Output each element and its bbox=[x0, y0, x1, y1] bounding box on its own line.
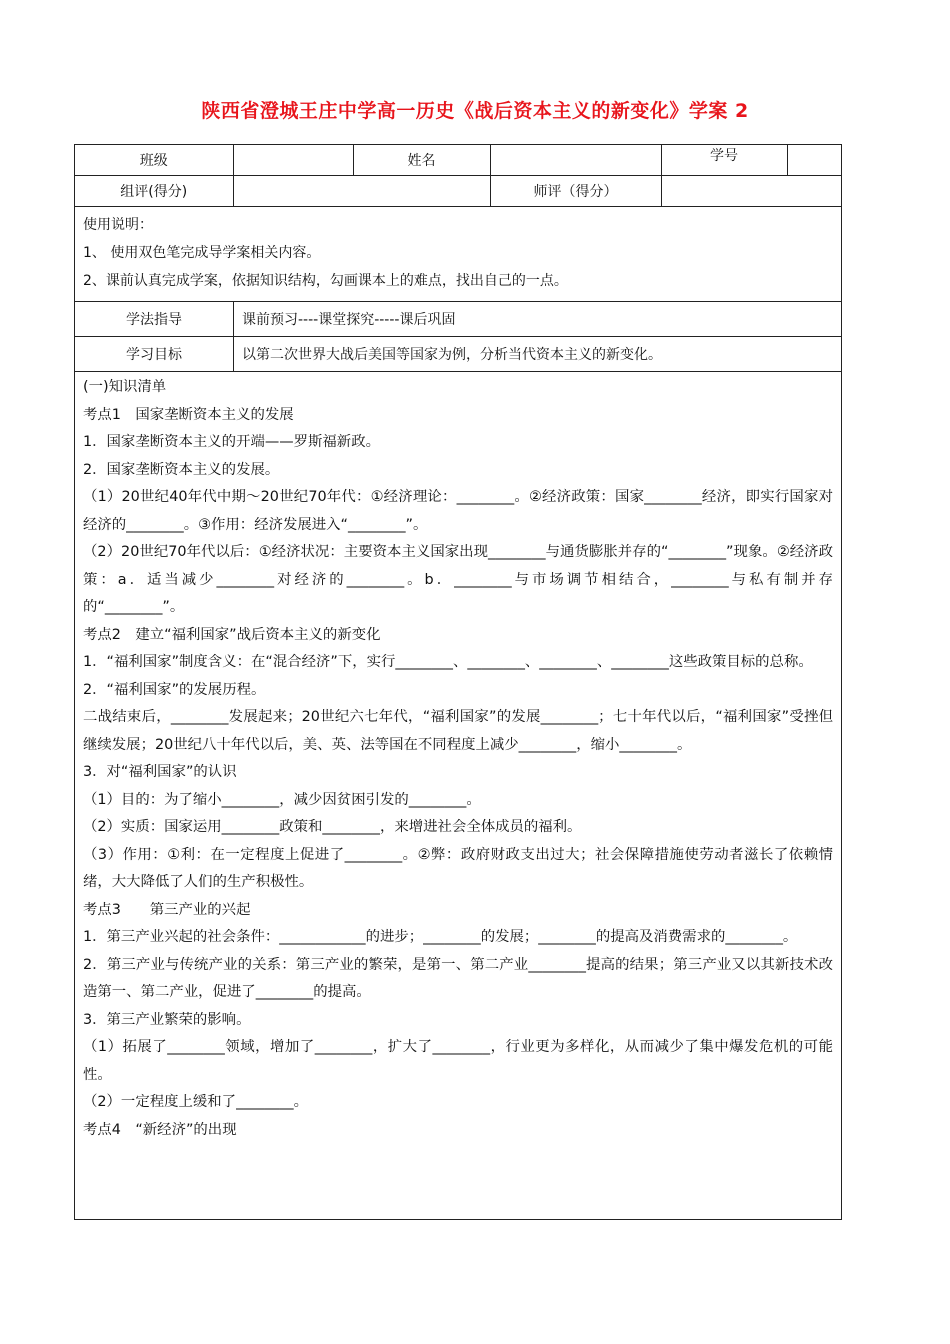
instructions-heading: 使用说明： bbox=[83, 217, 153, 233]
method-label: 学法指导 bbox=[75, 302, 234, 337]
goal-label: 学习目标 bbox=[75, 337, 234, 372]
method-value: 课前预习----课堂探究-----课后巩固 bbox=[234, 302, 843, 337]
worksheet bbox=[74, 144, 842, 1220]
content-line: 3．对“福利国家”的认识 bbox=[83, 764, 237, 780]
topic-heading: 考点4 “新经济”的出现 bbox=[83, 1121, 237, 1138]
content-line: （3）作用：①利：在一定程度上促进了________。②弊：政府财政支出过大；社会保障措施使劳动者滋长了依赖情绪，大大降低了人们的生产积极性。 bbox=[83, 846, 833, 890]
knowledge-list bbox=[75, 372, 841, 1144]
topic-heading: 考点1 国家垄断资本主义的发展 bbox=[83, 406, 294, 423]
teacher-eval-field[interactable] bbox=[661, 176, 842, 207]
content-line: 1．国家垄断资本主义的开端——罗斯福新政。 bbox=[83, 434, 380, 450]
content-line: （2）一定程度上缓和了________。 bbox=[83, 1094, 309, 1110]
student-id-label: 学号 bbox=[661, 145, 787, 176]
usage-instructions bbox=[75, 207, 841, 302]
group-eval-field[interactable] bbox=[233, 176, 490, 207]
content-line: 2．第三产业与传统产业的关系：第三产业的繁荣，是第一、第二产业________提高的结果；第三产业又以其新技术改造第一、第二产业，促进了________的提高。 bbox=[83, 956, 833, 1000]
content-line: （1）目的：为了缩小________，减少因贫困引发的________。 bbox=[83, 791, 481, 808]
content-line: （2）20世纪70年代以后：①经济状况：主要资本主义国家出现________与通货膨胀并存的“________”现象。②经济政策：a．适当减少________对经济的________。b．________与市场调节相结合，________与私有制并存的“________”。 bbox=[83, 544, 833, 615]
student-info-table bbox=[75, 145, 842, 207]
student-id-field[interactable] bbox=[787, 145, 842, 176]
content-line: 二战结束后，________发展起来；20世纪六七年代，“福利国家”的发展________；七十年代以后，“福利国家”受挫但继续发展；20世纪八十年代以后，美、英、法等国在不同程度上减少________，缩小________。 bbox=[83, 709, 833, 753]
content-line: 3．第三产业繁荣的影响。 bbox=[83, 1011, 251, 1028]
class-field[interactable] bbox=[233, 145, 353, 176]
content-line: 1．第三产业兴起的社会条件：____________的进步；________的发展；________的提高及消费需求的________。 bbox=[83, 929, 798, 945]
group-eval-label: 组评(得分) bbox=[75, 176, 233, 207]
content-line: （1）20世纪40年代中期～20世纪70年代：①经济理论：________。②经济政策：国家________经济，即实行国家对经济的________。③作用：经济发展进入“________”。 bbox=[83, 489, 833, 533]
name-label: 姓名 bbox=[353, 145, 490, 176]
content-line: 1．“福利国家”制度含义：在“混合经济”下，实行________、________、________、________这些政策目标的总称。 bbox=[83, 654, 813, 670]
content-line: （1）拓展了________领域，增加了________，扩大了________，行业更为多样化，从而减少了集中爆发危机的可能性。 bbox=[83, 1039, 833, 1083]
class-label: 班级 bbox=[75, 145, 233, 176]
section-heading: (一)知识清单 bbox=[83, 379, 167, 395]
goal-value: 以第二次世界大战后美国等国家为例，分析当代资本主义的新变化。 bbox=[234, 337, 843, 372]
instruction-item: 2、课前认真完成学案，依据知识结构，勾画课本上的难点，找出自己的一点。 bbox=[83, 273, 568, 289]
name-field[interactable] bbox=[490, 145, 661, 176]
content-line: 2．国家垄断资本主义的发展。 bbox=[83, 461, 280, 478]
instruction-item: 1、 使用双色笔完成导学案相关内容。 bbox=[83, 245, 321, 261]
teacher-eval-label: 师评（得分） bbox=[490, 176, 661, 207]
content-line: （2）实质：国家运用________政策和________，来增进社会全体成员的福利。 bbox=[83, 819, 582, 835]
study-guide-table bbox=[75, 302, 842, 372]
topic-heading: 考点2 建立“福利国家”战后资本主义的新变化 bbox=[83, 626, 381, 643]
document-title: 陕西省澄城王庄中学高一历史《战后资本主义的新变化》学案 2 bbox=[201, 100, 749, 122]
content-line: 2．“福利国家”的发展历程。 bbox=[83, 681, 266, 698]
topic-heading: 考点3 第三产业的兴起 bbox=[83, 901, 251, 918]
